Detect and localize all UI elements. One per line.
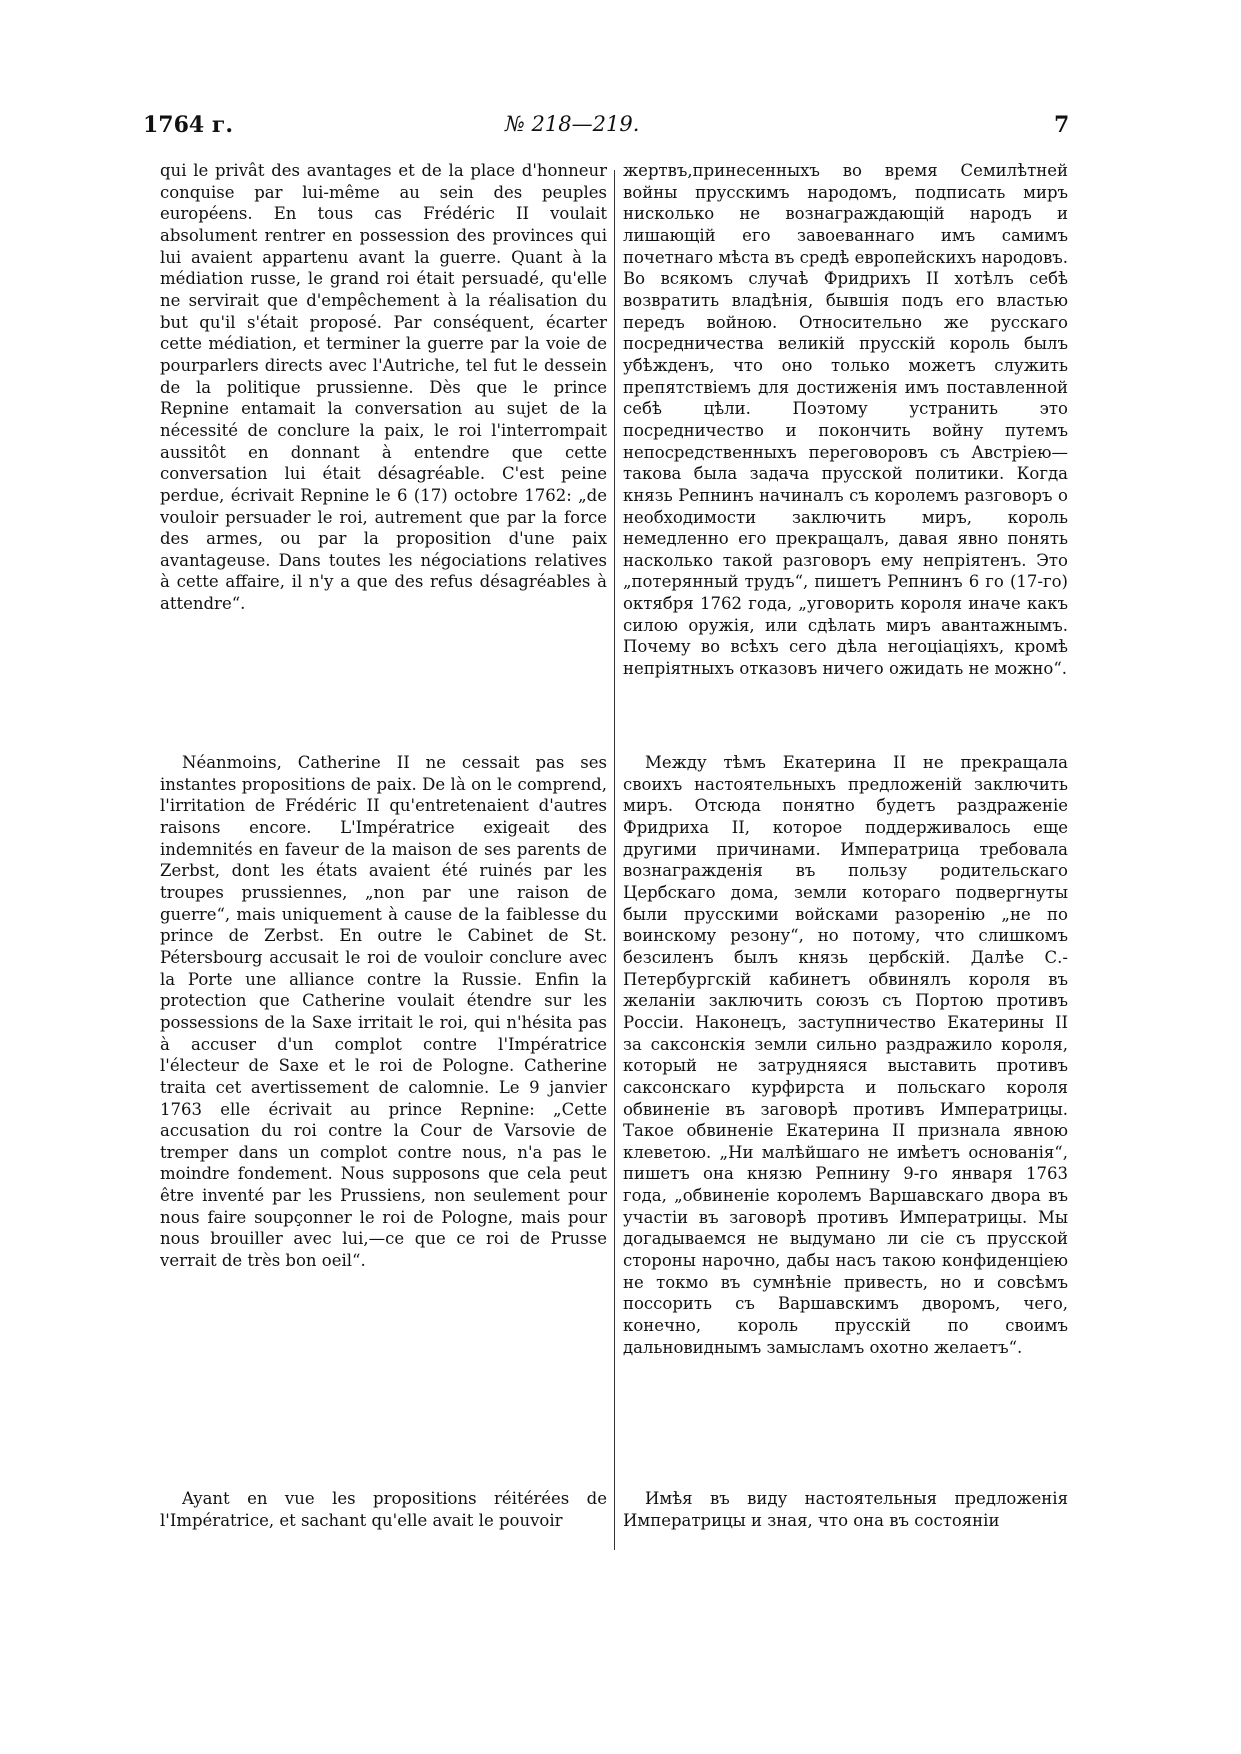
page-year: 1764 г.	[143, 112, 234, 138]
column-divider	[614, 170, 615, 1550]
french-paragraph-2: Néanmoins, Catherine II ne cessait pas ses instantes propositions de paix. De là on le comprend, l'irritation de Frédéric II qu'entretenaient d'autres raisons encore. L'Impératrice exigeait des indemnités en faveur de la maison de ses parents de Zerbst, dont les états avaient été ruinés par les troupes prussiennes, „non par une raison de guerre“, mais uniquement à cause de la faiblesse du prince de Zerbst. En outre le Cabinet de St. Pétersbourg accusait le roi de vouloir conclure avec la Porte une alliance contre la Russie. Enfin la protection que Catherine voulait étendre sur les possessions de la Saxe irritait le roi, qui n'hésita pas à accuser d'un complot contre l'Impératrice l'électeur de Saxe et le roi de Pologne. Catherine traita cet avertissement de calomnie. Le 9 janvier 1763 elle écrivait au prince Repnine: „Cette accusation du roi contre la Cour de Varsovie de tremper dans un complot contre nous, n'a pas le moindre fondement. Nous supposons que cela peut être inventé par les Prussiens, non seulement pour nous faire soupçonner le roi de Pologne, mais pour nous brouiller avec lui,—ce que ce roi de Prusse verrait de très bon oeil“.	[160, 753, 607, 1271]
russian-column-block-3	[623, 1488, 1068, 1531]
document-number: № 218—219.	[505, 112, 640, 136]
french-paragraph-1: qui le privât des avantages et de la place d'honneur conquise par lui-même au sein des peuples européens. En tous cas Frédéric II voulait absolument rentrer en possession des provinces qui lui avaient appartenu avant la guerre. Quant à la médiation russe, le grand roi était persuadé, qu'elle ne servirait que d'empêchement à la réalisation du but qu'il s'était proposé. Par conséquent, écarter cette médiation, et terminer la guerre par la voie de pourparlers directs avec l'Autriche, tel fut le dessein de la politique prussienne. Dès que le prince Repnine entamait la conversation au sujet de la nécessité de conclure la paix, le roi l'interrompait aussitôt en donnant à entendre que cette conversation lui était désagréable. C'est peine perdue, écrivait Repnine le 6 (17) octobre 1762: „de vouloir persuader le roi, autrement que par la force des armes, ou par la proposition d'une paix avantageuse. Dans toutes les négociations relatives à cette affaire, il n'y a que des refus désagréables à attendre“.	[160, 161, 607, 614]
russian-paragraph-2: Между тѣмъ Екатерина II не прекращала своихъ настоятельныхъ предложеній заключить миръ. Отсюда понятно будетъ раздраженіе Фридриха II, которое поддерживалось еще другими причинами. Императрица требовала вознагражденія въ пользу родительскаго Цербскаго дома, земли котораго подвергнуты были прусскими войсками разоренію „не по воинскому резону“, но потому, что слишкомъ безсиленъ былъ князь цербскій. Далѣе С.-Петербургскій кабинетъ обвинялъ короля въ желаніи заключить союзъ съ Портою противъ Россіи. Наконецъ, заступничество Екатерины II за саксонскія земли сильно раздражило короля, который не затрудняяся выставить противъ саксонскаго курфирста и польскаго короля обвиненіе въ заговорѣ противъ Императрицы. Такое обвиненіе Екатерина II признала явною клеветою. „Ни малѣйшаго не имѣетъ основанія“, пишетъ она князю Репнину 9-го января 1763 года, „обвиненіе королемъ Варшавскаго двора въ участіи въ заговорѣ противъ Императрицы. Мы догадываемся не выдумано ли сіе съ прусской стороны нарочно, дабы насъ такою конфиденціею не токмо въ сумнѣніе привесть, но и совсѣмъ поссорить съ Варшавскимъ дворомъ, чего, конечно, король прусскій по своимъ дальновиднымъ замысламъ охотно желаетъ“.	[623, 753, 1068, 1357]
french-column-block-3	[160, 1488, 607, 1531]
french-paragraph-3: Ayant en vue les propositions réitérées de l'Impératrice, et sachant qu'elle avait le pouvoir	[160, 1489, 607, 1530]
russian-column-block-1	[623, 160, 1068, 680]
russian-paragraph-1: жертвъ,принесенныхъ во время Семилѣтней войны прусскимъ народомъ, подписать миръ нисколько не вознаграждающій народъ и лишающій его завоеваннаго имъ самимъ почетнаго мѣста въ средѣ европейскихъ народовъ. Во всякомъ случаѣ Фридрихъ II хотѣлъ себѣ возвратить владѣнія, бывшія подъ его властью передъ войною. Относительно же русскаго посредничества великій прусскій король былъ убѣжденъ, что оно только можетъ служить препятствіемъ для достиженія имъ поставленной себѣ цѣли. Поэтому устранить это посредничество и покончить войну путемъ непосредственныхъ переговоровъ съ Австріею—такова была задача прусской политики. Когда князь Репнинъ начиналъ съ королемъ разговоръ о необходимости заключить миръ, король немедленно его прекращалъ, давая явно понять насколько такой разговоръ ему непріятенъ. Это „потерянный трудъ“, пишетъ Репнинъ 6 го (17-го) октября 1762 года, „уговорить короля иначе какъ силою оружія, или сдѣлать миръ авантажнымъ. Почему во всѣхъ сего дѣла негоціаціяхъ, кромѣ непріятныхъ отказовъ ничего ожидать не можно“.	[623, 161, 1068, 679]
russian-paragraph-3: Имѣя въ виду настоятельныя предложенія Императрицы и зная, что она въ состояніи	[623, 1489, 1068, 1530]
french-column-block-1	[160, 160, 607, 615]
french-column-block-2	[160, 752, 607, 1272]
page-number: 7	[1054, 112, 1070, 138]
russian-column-block-2	[623, 752, 1068, 1358]
